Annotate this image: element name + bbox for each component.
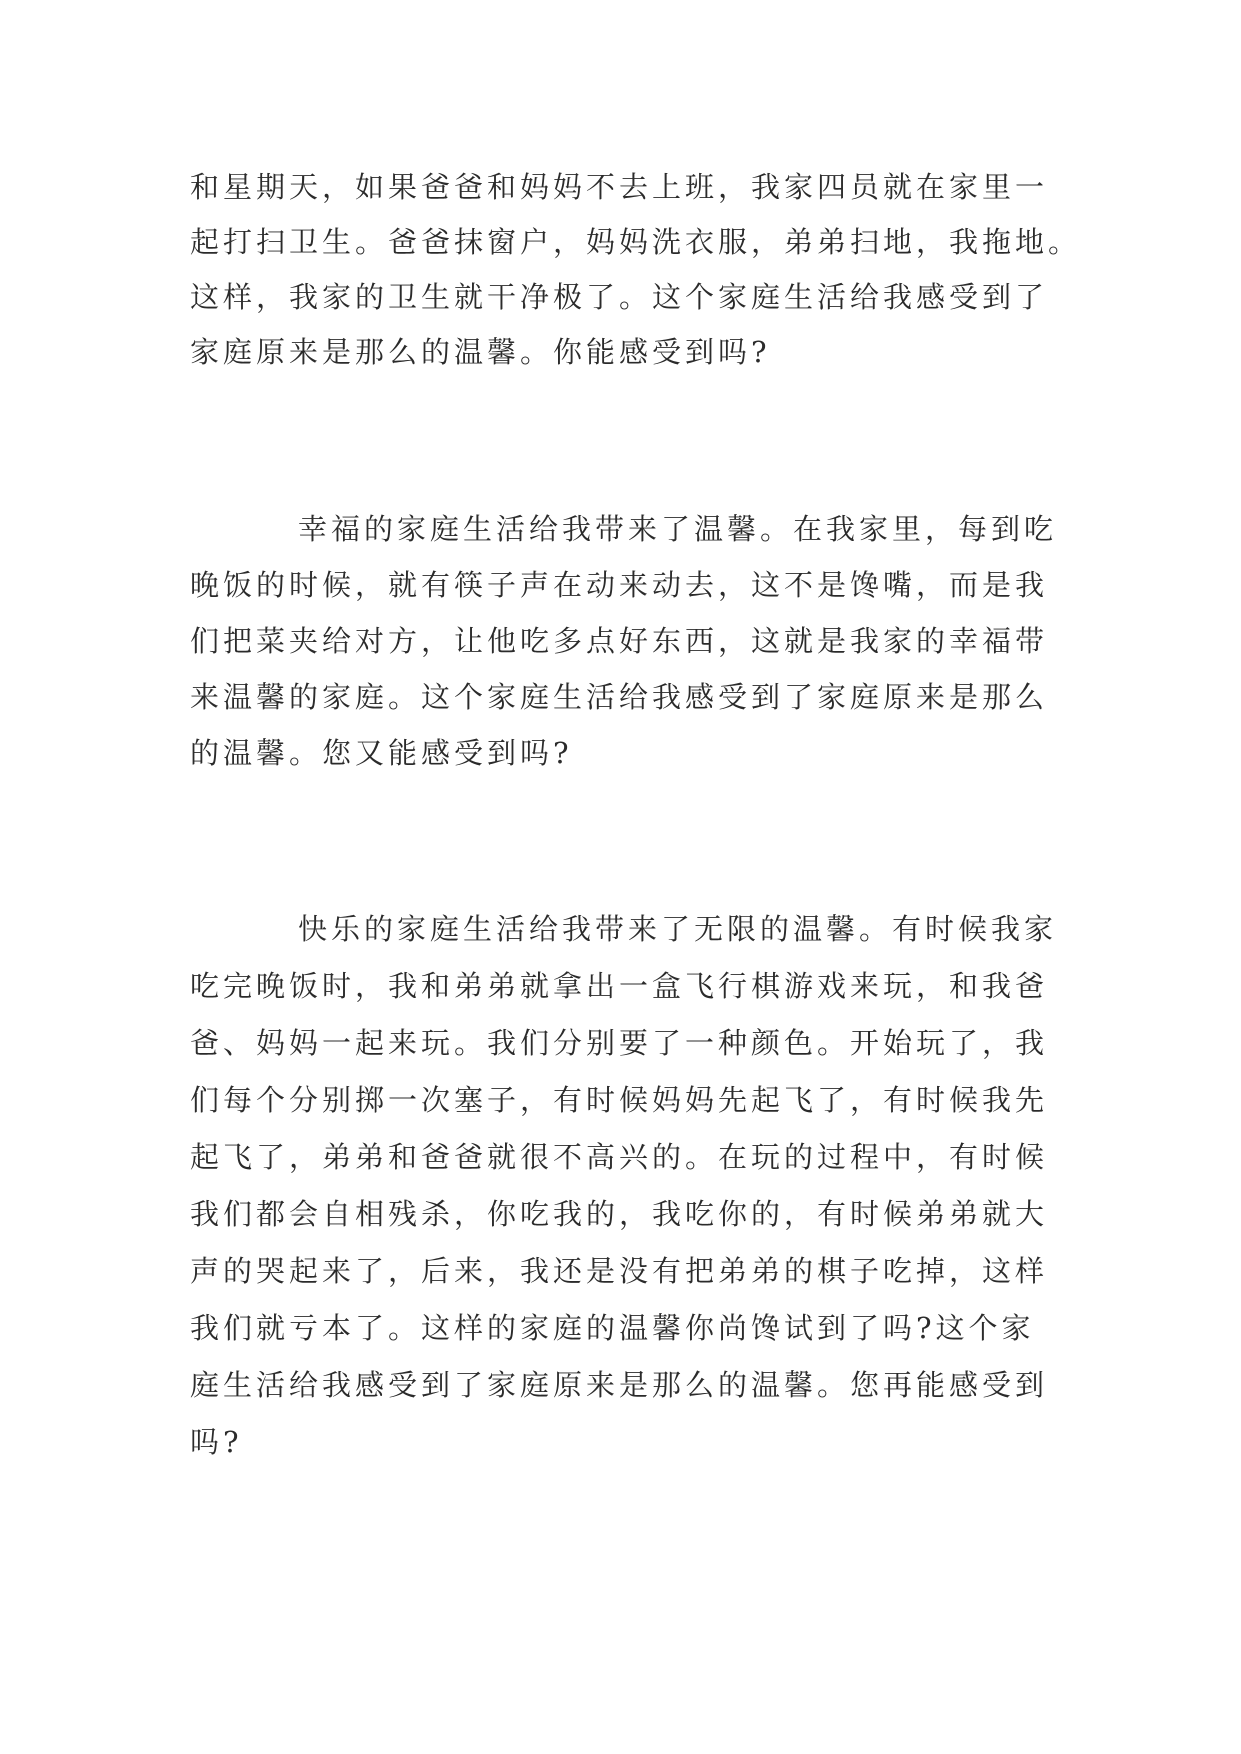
paragraph-line: 我们就亏本了。这样的家庭的温馨你尚馋试到了吗?这个家	[190, 1311, 1035, 1345]
paragraph-line: 快乐的家庭生活给我带来了无限的温馨。有时候我家	[298, 912, 1058, 946]
paragraph-line: 我们都会自相残杀，你吃我的，我吃你的，有时候弟弟就大	[190, 1197, 1049, 1231]
paragraph-line: 来温馨的家庭。这个家庭生活给我感受到了家庭原来是那么	[190, 680, 1049, 714]
paragraph-line: 幸福的家庭生活给我带来了温馨。在我家里，每到吃	[298, 512, 1058, 546]
paragraph-line: 起打扫卫生。爸爸抹窗户，妈妈洗衣服，弟弟扫地，我拖地。	[190, 225, 1082, 259]
paragraph-line: 的温馨。您又能感受到吗?	[190, 736, 573, 770]
paragraph-line: 声的哭起来了，后来，我还是没有把弟弟的棋子吃掉，这样	[190, 1254, 1049, 1288]
paragraph-line: 起飞了，弟弟和爸爸就很不高兴的。在玩的过程中，有时候	[190, 1140, 1049, 1174]
paragraph-line: 们每个分别掷一次塞子，有时候妈妈先起飞了，有时候我先	[190, 1083, 1049, 1117]
paragraph-line: 爸、妈妈一起来玩。我们分别要了一种颜色。开始玩了，我	[190, 1026, 1049, 1060]
paragraph-line: 庭生活给我感受到了家庭原来是那么的温馨。您再能感受到	[190, 1368, 1049, 1402]
paragraph-line: 吃完晚饭时，我和弟弟就拿出一盒飞行棋游戏来玩，和我爸	[190, 969, 1049, 1003]
paragraph-line: 晚饭的时候，就有筷子声在动来动去，这不是馋嘴，而是我	[190, 568, 1049, 602]
paragraph-line: 们把菜夹给对方，让他吃多点好东西，这就是我家的幸福带	[190, 624, 1049, 658]
paragraph-line: 这样，我家的卫生就干净极了。这个家庭生活给我感受到了	[190, 280, 1049, 314]
paragraph-line: 家庭原来是那么的温馨。你能感受到吗?	[190, 335, 771, 369]
paragraph-line: 吗?	[190, 1425, 243, 1459]
paragraph-line: 和星期天，如果爸爸和妈妈不去上班，我家四员就在家里一	[190, 170, 1049, 204]
